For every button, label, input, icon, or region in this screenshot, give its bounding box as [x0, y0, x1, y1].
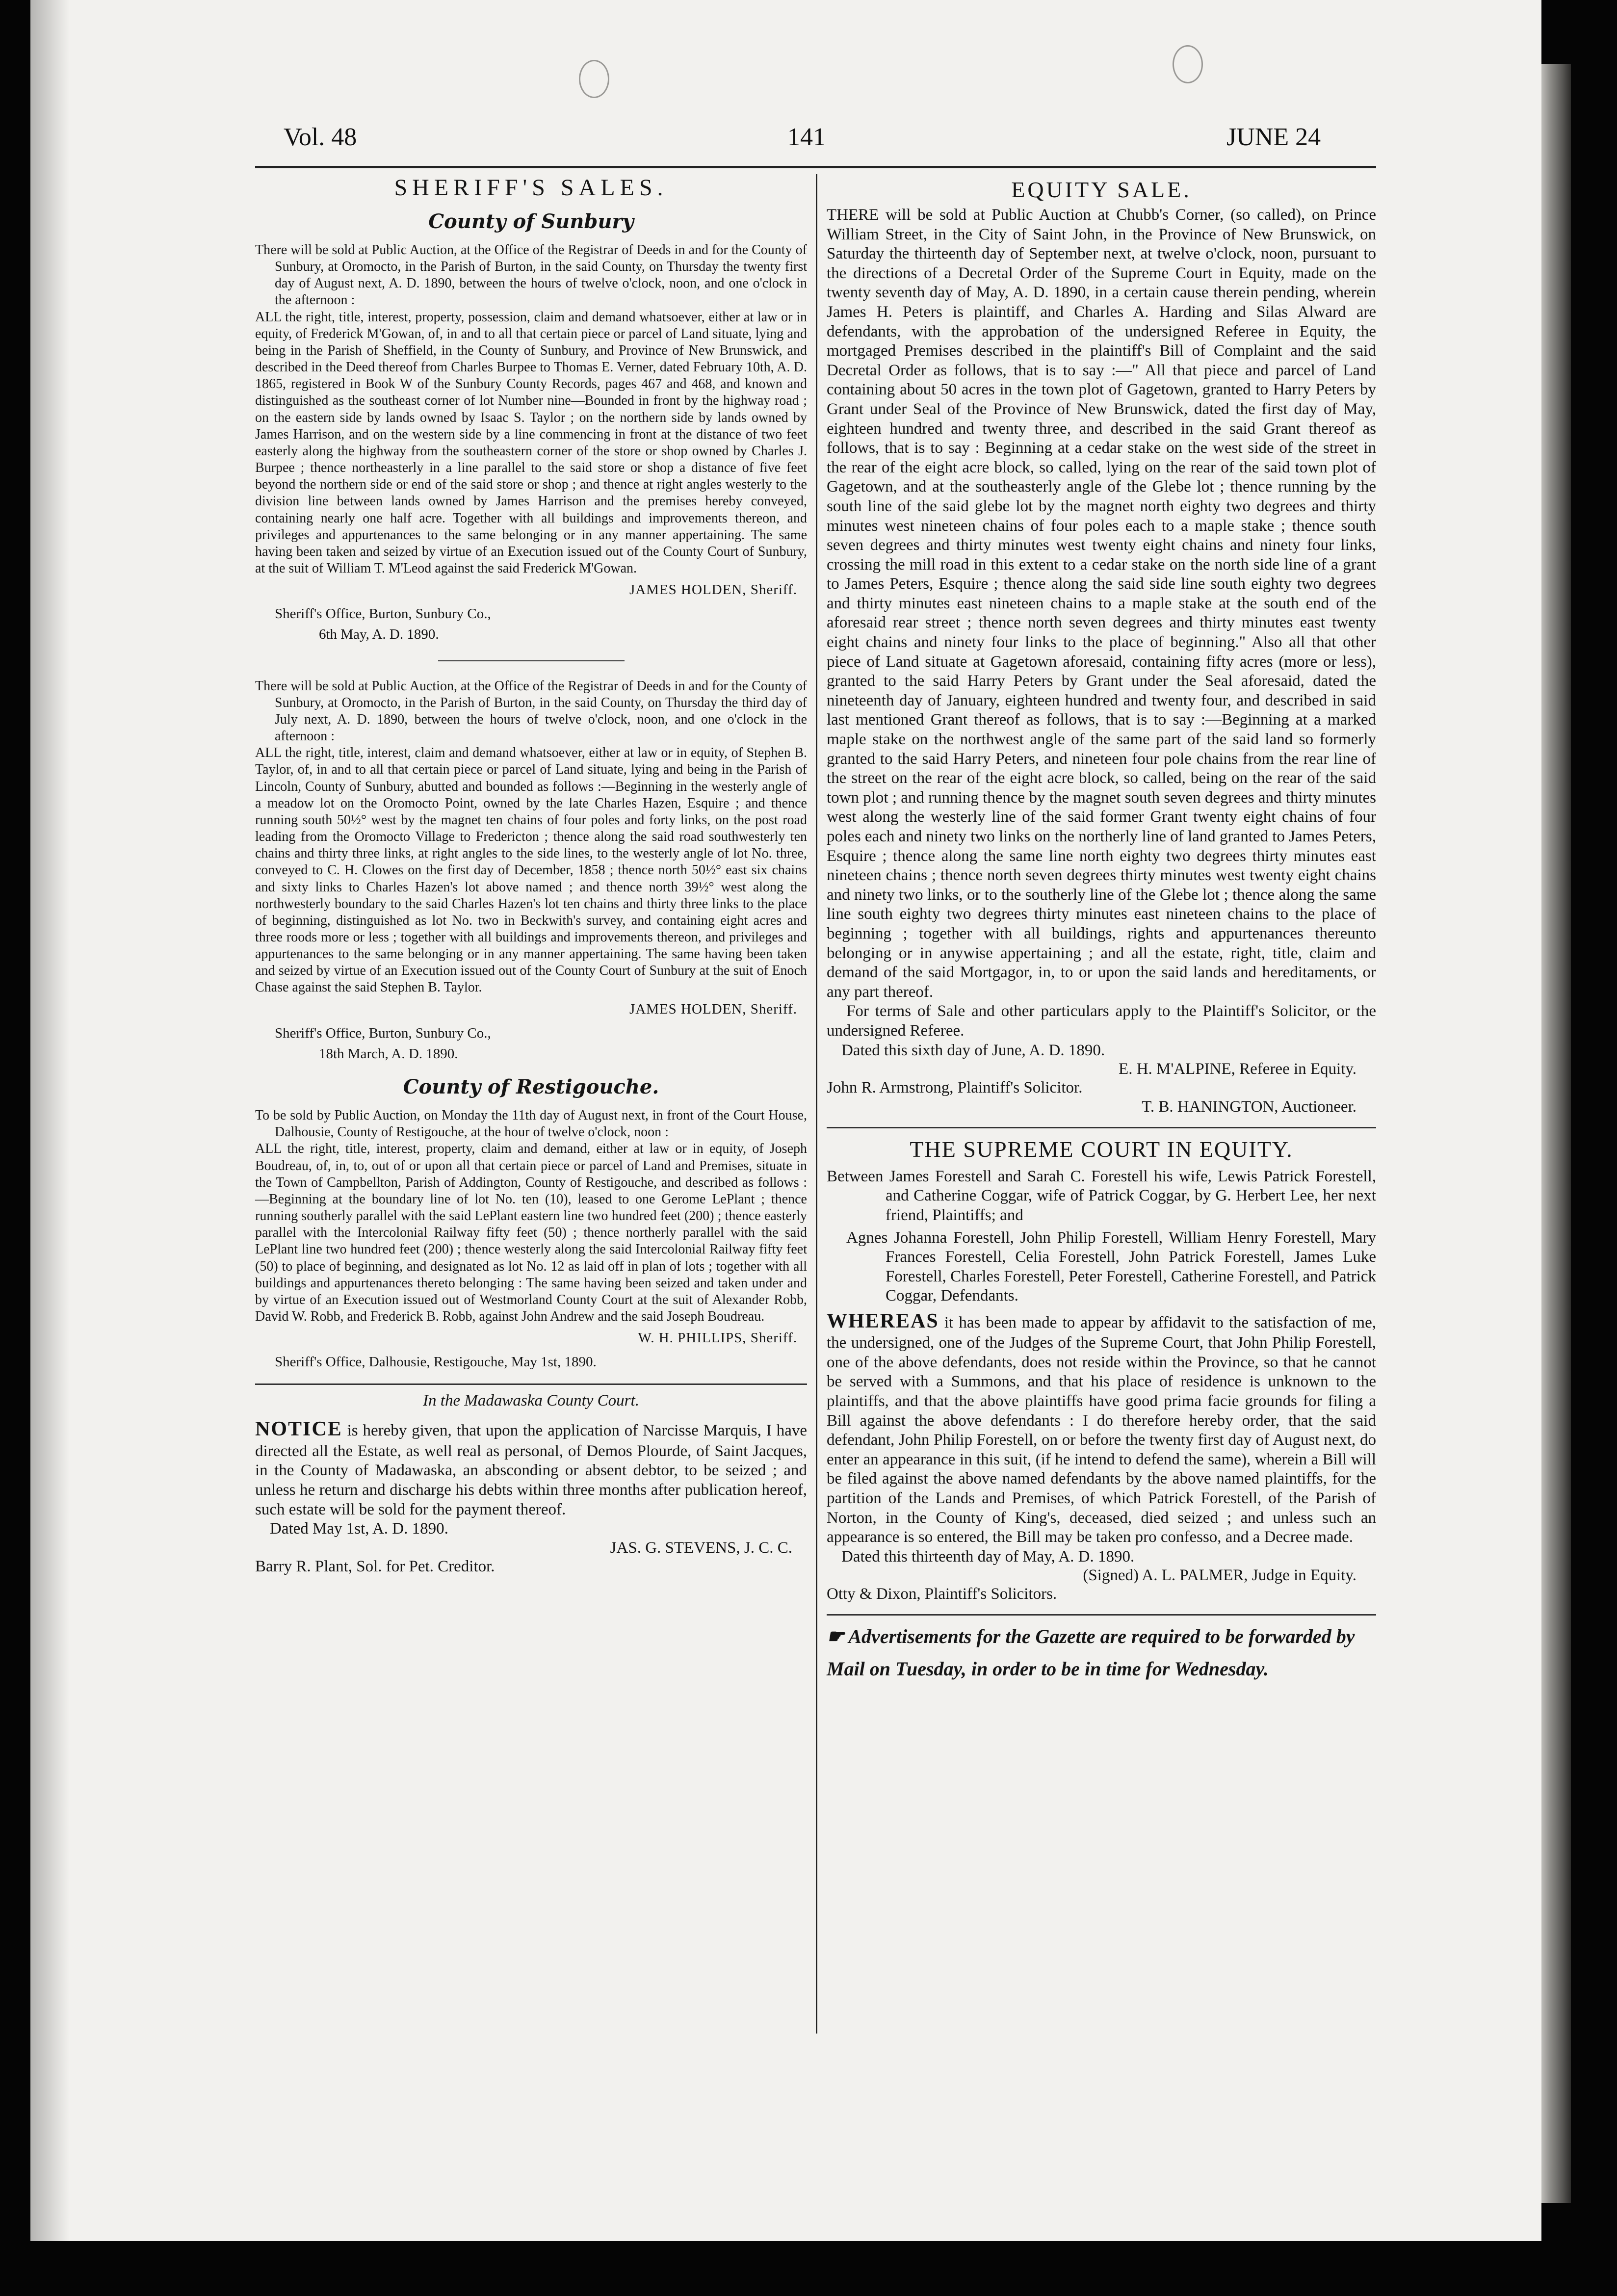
- supreme-court-solicitors: Otty & Dixon, Plaintiff's Solicitors.: [827, 1585, 1057, 1603]
- madawaska-signature: JAS. G. STEVENS, J. C. C.: [610, 1539, 792, 1557]
- equity-referee: E. H. M'ALPINE, Referee in Equity.: [1119, 1060, 1356, 1078]
- notice2-date: 18th March, A. D. 1890.: [319, 1045, 458, 1062]
- notice3-body: ALL the right, title, interest, property, claim and demand, either at law or in equity, of Joseph Boudreau, of, in, to, out of or upon all that certain piece or parcel of Land and Premises, situate in the Town of Campbellton, Parish of Addington, County of Restigouche, and described as follows :—Beginning at the boundary line of lot No. ten (10), leased to one Gerome LePlant ; thence running southerly parallel with the said LePlant eastern line two hundred feet (200) ; thence easterly parallel with the Intercolonial Railway fifty feet (50) ; thence northerly parallel with the said LePlant line two hundred feet (200) ; thence westerly along the said Intercolonial Railway fifty feet (50) to place of beginning, and designated as lot No. 12 as laid off in plan of lots ; together with all buildings and appurtenances thereto belonging : The same having been seized and taken under and by virtue of an Execution issued out of Westmorland County Court at the suit of Alexander Robb, David W. Robb, and Frederick B. Robb, against John Andrew and the said Joseph Boudreau.: [255, 1141, 807, 1324]
- notice1-intro: There will be sold at Public Auction, at the Office of the Registrar of Deeds in and for the County of Sunbury, at Oromocto, in the Parish of Burton, in the said County, on Thursday the twenty first day of August next, A. D. 1890, between the hours of twelve o'clock, noon, and one o'clock in the afternoon :: [255, 242, 807, 308]
- gazette-notice: [827, 1620, 1376, 1685]
- notice1-office: Sheriff's Office, Burton, Sunbury Co.,: [275, 606, 491, 622]
- county-restigouche-heading: County of Restigouche.: [403, 1075, 659, 1099]
- supreme-court-dated: Dated this thirteenth day of May, A. D. 1890.: [841, 1547, 1135, 1565]
- supreme-court-title: THE SUPREME COURT IN EQUITY.: [910, 1136, 1293, 1162]
- section-divider: [827, 1127, 1376, 1128]
- notice2-office: Sheriff's Office, Burton, Sunbury Co.,: [275, 1025, 491, 1041]
- notice3-signature: W. H. PHILLIPS, Sheriff.: [638, 1330, 797, 1346]
- equity-sale-title: EQUITY SALE.: [1011, 177, 1192, 202]
- equity-sale-body: THERE will be sold at Public Auction at Chubb's Corner, (so called), on Prince William Street, in the City of Saint John, in the Province of New Brunswick, on Saturday the thirteenth day of September next, at twelve o'clock, noon, pursuant to the directions of a Decretal Order of the Supreme Court in Equity, made on the twenty seventh day of May, A. D. 1890, in a certain cause therein pending, wherein James H. Peters is plaintiff, and Charles A. Harding and Silas Alward are defendants, with the approbation of the undersigned Referee in Equity, the mortgaged Premises described in the plaintiff's Bill of Complaint and the said Decretal Order as follows, that is to say :—" All that piece and parcel of Land containing about 50 acres in the town plot of Gagetown, granted to Harry Peters by Grant under Seal of the Province of New Brunswick, dated the first day of May, eighteen hundred and twenty three, and described in the said Grant thereof as follows, that is to say : Beginning at a cedar stake on the west side of the street in the rear of the eight acre block, so called, lying on the rear of the said town plot of Gagetown, and at the southeasterly angle of the Glebe lot ; thence running by the south line of the said glebe lot by the magnet north eighty two degrees and thirty minutes west nineteen chains of four poles each to a maple stake ; thence south seven degrees and thirty minutes west twenty eight chains and ninety four links, crossing the mill road in this extent to a cedar stake on the north side line of a grant to James Peters, Esquire ; thence along the said side line south eighty two degrees and thirty minutes east nineteen chains to a maple stake at the south end of the aforesaid rear street ; thence north seven degrees and thirty minutes east twenty eight chains and ninety four links to the place of beginning." Also all that other piece of Land situate at Gagetown aforesaid, containing fifty acres (more or less), granted to the said Harry Peters by Grant under the Seal aforesaid, dated the nineteenth day of January, eighteen hundred and twenty four, and described in said last mentioned Grant thereof as follows, that is to say :—Beginning at a marked maple stake on the northwest angle of the same part of the said land so formerly granted to the said Harry Peters, and nineteen four pole chains from the rear line of the street on the rear of the eight acre block, so called, being on the rear of the said town plot ; and running thence by the magnet south seven degrees and thirty minutes west along the westerly line of the said former Grant twenty eight chains of four poles each and ninety two links on the northerly line of land granted to James Peters, Esquire ; thence along the same line north eighty two degrees thirty minutes east nineteen chains ; thence north seven degrees thirty minutes west twenty eight chains and ninety two links, or to the southerly line of the Glebe lot ; thence along the same line south eighty two degrees thirty minutes east nineteen chains to the place of beginning ; together with all buildings, rights and appurtenances thereunto belonging or in anywise appertaining ; and all the estate, right, title, claim and demand of the said Mortgagor, in, to or upon the said lands and hereditaments, or any part thereof.: [827, 206, 1376, 1001]
- notice3-intro: To be sold by Public Auction, on Monday the 11th day of August next, in front of the Court House, Dalhousie, County of Restigouche, at the hour of twelve o'clock, noon :: [255, 1108, 807, 1140]
- punch-hole: [1173, 45, 1203, 83]
- issue-date: JUNE 24: [1226, 123, 1321, 151]
- madawaska-heading: In the Madawaska County Court.: [423, 1392, 639, 1410]
- pointing-hand-icon: ☛: [827, 1625, 844, 1647]
- column-divider: [816, 174, 817, 2034]
- supreme-court-signed: (Signed) A. L. PALMER, Judge in Equity.: [1083, 1566, 1356, 1585]
- supreme-court-order: [827, 1309, 1376, 1547]
- volume-label: Vol. 48: [284, 123, 357, 151]
- notice1-signature: JAMES HOLDEN, Sheriff.: [629, 582, 797, 598]
- equity-sale-terms: For terms of Sale and other particulars apply to the Plaintiff's Solicitor, or the undersigned Referee.: [827, 1002, 1376, 1040]
- gazette-notice-text: Advertisements for the Gazette are required to be forwarded by Mail on Tuesday, in order to be in time for Wednesday.: [827, 1625, 1355, 1680]
- page-stack-edge: [1541, 64, 1571, 2203]
- madawaska-body: is hereby given, that upon the application of Narcisse Marquis, I have directed all the Estate, as well real as personal, of Demos Plourde, of Saint Jacques, in the County of Madawaska, an absconding or absent debtor, to be seized ; and unless he return and discharge his debts within three months after publication hereof, such estate will be sold for the payment thereof.: [255, 1422, 807, 1518]
- notice1-body: ALL the right, title, interest, property, possession, claim and demand whatsoever, either at law or in equity, of Frederick M'Gowan, of, in and to all that certain piece or parcel of Land situate, lying and being in the Parish of Sheffield, in the County of Sunbury, and Province of New Brunswick, and described in the Deed thereof from Charles Burpee to Thomas E. Verner, dated February 10th, A. D. 1865, registered in Book W of the Sunbury County Records, pages 467 and 468, and known and distinguished as the southeast corner of lot Number nine—Bounded in front by the highway road ; on the eastern side by lands owned by Isaac S. Taylor ; on the northern side by lands owned by James Harrison, and on the western side by a line commencing in front at the distance of two feet easterly along the highway from the southeastern corner of the store or shop owned by Charles J. Burpee ; thence northeasterly in a line parallel to the said store or shop a distance of five feet beyond the northern side or end of the said store or shop ; and thence at right angles westerly to the division line between lands owned by James Harrison and the premises hereby conveyed, containing nearly one half acre. Together with all buildings and improvements thereon, and privileges and appurtenances to the same belonging or in any manner appertaining. The same having been taken and seized by virtue of an Execution issued out of the County Court of Sunbury, at the suit of William T. M'Leod against the said Frederick M'Gowan.: [255, 309, 807, 576]
- madawaska-notice: [255, 1417, 807, 1519]
- binding-shadow: [30, 0, 70, 2241]
- punch-hole: [579, 60, 609, 98]
- whereas-word: WHEREAS: [827, 1309, 939, 1332]
- sheriffs-sales-title: SHERIFF'S SALES.: [394, 175, 668, 201]
- supreme-court-plaintiffs: Between James Forestell and Sarah C. Forestell his wife, Lewis Patrick Forestell, and Catherine Coggar, wife of Patrick Coggar, by G. Herbert Lee, her next friend, Plaintiffs; and: [827, 1167, 1376, 1224]
- county-sunbury-heading: County of Sunbury: [428, 210, 634, 233]
- equity-sale-dated: Dated this sixth day of June, A. D. 1890.: [841, 1041, 1105, 1059]
- madawaska-dated: Dated May 1st, A. D. 1890.: [270, 1520, 448, 1538]
- section-divider: [438, 660, 625, 661]
- notice2-body: ALL the right, title, interest, claim and demand whatsoever, either at law or in equity, of Stephen B. Taylor, of, in and to all that certain piece or parcel of Land situate, lying and being in the Parish of Lincoln, County of Sunbury, abutted and bounded as follows :—Beginning in the westerly angle of a meadow lot on the Oromocto Point, owned by the late Charles Hazen, Esquire ; and thence running south 50½° west by the magnet ten chains of four poles and forty links, on the post road leading from the Oromocto Village to Fredericton ; thence along the said road southwesterly ten chains and thirty three links, at right angles to the side lines, to the westerly angle of lot No. three, conveyed to C. H. Clowes on the first day of December, 1858 ; thence north 50½° east six chains and sixty links to Charles Hazen's lot above named ; and thence north 39½° west along the northwesterly boundary to the said Charles Hazen's lot ten chains and thirty three links to the place of beginning, distinguished as lot No. two in Beckwith's survey, and containing eight acres and three roods more or less ; together with all buildings and improvements thereon, and privileges and appurtenances to the same belonging or in any manner appertaining. The same having been taken and seized by virtue of an Execution issued out of the County Court of Sunbury at the suit of Enoch Chase against the said Stephen B. Taylor.: [255, 745, 807, 995]
- header-rule: [255, 166, 1376, 168]
- supreme-court-body: it has been made to appear by affidavit to the satisfaction of me, the undersigned, one of the Judges of the Supreme Court, that John Philip Forestell, one of the above defendants, does not reside within the Province, so that he cannot be served with a Summons, and that his place of residence is unknown to the plaintiffs, and that the above plaintiffs have good prima facie grounds for filing a Bill against the above defendants : I do therefore hereby order, that the said defendant, John Philip Forestell, on or before the twenty first day of August next, do enter an appearance in this suit, (if he intend to defend the same), wherein a Bill will be filed against the above named defendants by the above named plaintiffs, for the partition of the Lands and Premises, of which Patrick Forestell, of the Parish of Norton, in the County of King's, deceased, died seized ; and unless such an appearance is so entered, the Bill may be taken pro confesso, and a Decree made.: [827, 1313, 1376, 1546]
- equity-auctioneer: T. B. HANINGTON, Auctioneer.: [1142, 1097, 1356, 1116]
- page-number: 141: [787, 123, 826, 151]
- notice1-date: 6th May, A. D. 1890.: [319, 626, 439, 643]
- left-column: [255, 174, 807, 1576]
- equity-solicitor: John R. Armstrong, Plaintiff's Solicitor.: [827, 1079, 1083, 1097]
- notice-first-word: NOTICE: [255, 1418, 342, 1441]
- supreme-court-defendants: Agnes Johanna Forestell, John Philip Forestell, William Henry Forestell, Mary Frances Forestell, Celia Forestell, John Patrick Forestell, James Luke Forestell, Charles Forestell, Peter Forestell, Catherine Forestell, and Patrick Coggar, Defendants.: [846, 1228, 1376, 1305]
- section-divider: [827, 1614, 1376, 1616]
- madawaska-solicitor: Barry R. Plant, Sol. for Pet. Creditor.: [255, 1557, 495, 1575]
- section-divider: [255, 1383, 807, 1385]
- notice2-intro: There will be sold at Public Auction, at the Office of the Registrar of Deeds in and for the County of Sunbury, at Oromocto, in the Parish of Burton, in the said County, on Thursday the third day of July next, A. D. 1890, between the hours of twelve o'clock, noon, and one o'clock in the afternoon :: [255, 678, 807, 744]
- notice2-signature: JAMES HOLDEN, Sheriff.: [629, 1001, 797, 1017]
- right-column: [827, 177, 1376, 1685]
- notice3-office: Sheriff's Office, Dalhousie, Restigouche, May 1st, 1890.: [275, 1354, 597, 1370]
